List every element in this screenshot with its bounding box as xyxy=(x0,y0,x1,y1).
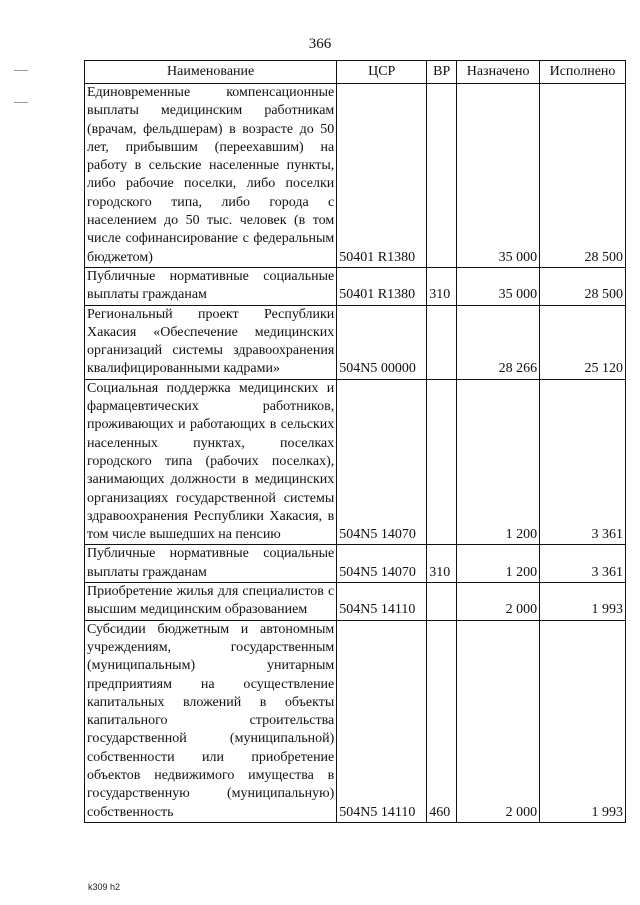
row-vr: 310 xyxy=(427,267,457,305)
row-executed: 28 500 xyxy=(540,267,626,305)
page-number: 366 xyxy=(308,36,332,52)
table-row xyxy=(85,267,626,305)
header-name: Наименование xyxy=(85,61,337,84)
row-name: Публичные нормативные социальные выплаты гражданам xyxy=(85,545,337,583)
table-header-row xyxy=(85,61,626,84)
row-executed: 25 120 xyxy=(540,305,626,379)
row-csr: 504N5 14110 xyxy=(337,583,427,621)
row-assigned: 2 000 xyxy=(457,583,540,621)
row-csr: 50401 R1380 xyxy=(337,267,427,305)
row-csr: 504N5 14070 xyxy=(337,379,427,545)
row-name: Субсидии бюджетным и автономным учреждениям, государственным (муниципальным) унитарным предприятиям на осуществление капитальных вложений в объекты капитального строительства государственной (муниципальной) собственности или приобретение объектов недвижимого имущества в государственную (муниципальную) собственность xyxy=(85,620,337,822)
margin-mark xyxy=(14,102,28,103)
row-assigned: 28 266 xyxy=(457,305,540,379)
header-csr: ЦСР xyxy=(337,61,427,84)
header-assigned: Назначено xyxy=(457,61,540,84)
row-assigned: 1 200 xyxy=(457,379,540,545)
row-assigned: 35 000 xyxy=(457,267,540,305)
table-row xyxy=(85,545,626,583)
row-executed: 28 500 xyxy=(540,84,626,268)
table-row xyxy=(85,583,626,621)
table-row xyxy=(85,84,626,268)
row-vr xyxy=(427,583,457,621)
table-row xyxy=(85,620,626,822)
row-assigned: 35 000 xyxy=(457,84,540,268)
row-csr: 504N5 14070 xyxy=(337,545,427,583)
row-csr: 504N5 00000 xyxy=(337,305,427,379)
row-executed: 1 993 xyxy=(540,620,626,822)
row-csr: 50401 R1380 xyxy=(337,84,427,268)
row-name: Региональный проект Республики Хакасия «Обеспечение медицинских организаций системы здравоохранения квалифицированными кадрами» xyxy=(85,305,337,379)
row-assigned: 2 000 xyxy=(457,620,540,822)
row-executed: 3 361 xyxy=(540,379,626,545)
row-vr xyxy=(427,305,457,379)
row-csr: 504N5 14110 xyxy=(337,620,427,822)
table-row xyxy=(85,379,626,545)
row-name: Приобретение жилья для специалистов с высшим медицинским образованием xyxy=(85,583,337,621)
row-assigned: 1 200 xyxy=(457,545,540,583)
header-vr: ВР xyxy=(427,61,457,84)
margin-mark xyxy=(14,70,28,71)
row-name: Публичные нормативные социальные выплаты гражданам xyxy=(85,267,337,305)
row-vr xyxy=(427,84,457,268)
row-executed: 3 361 xyxy=(540,545,626,583)
table-row xyxy=(85,305,626,379)
row-vr: 310 xyxy=(427,545,457,583)
row-executed: 1 993 xyxy=(540,583,626,621)
row-name: Единовременные компенсационные выплаты медицинским работникам (врачам, фельдшерам) в возрасте до 50 лет, прибывшим (переехавшим) на работу в сельские населенные пункты, либо рабочие поселки, либо поселки городского типа, либо города с населением до 50 тыс. человек (в том числе софинансирование с федеральным бюджетом) xyxy=(85,84,337,268)
header-executed: Исполнено xyxy=(540,61,626,84)
row-name: Социальная поддержка медицинских и фармацевтических работников, проживающих и работающих в сельских населенных пунктах, поселках городского типа (рабочих поселках), занимающих должности в медицинских организациях государственной системы здравоохранения Республики Хакасия, в том числе вышедших на пенсию xyxy=(85,379,337,545)
row-vr: 460 xyxy=(427,620,457,822)
footer-code: k309 h2 xyxy=(88,882,121,892)
budget-table xyxy=(84,60,626,823)
row-vr xyxy=(427,379,457,545)
